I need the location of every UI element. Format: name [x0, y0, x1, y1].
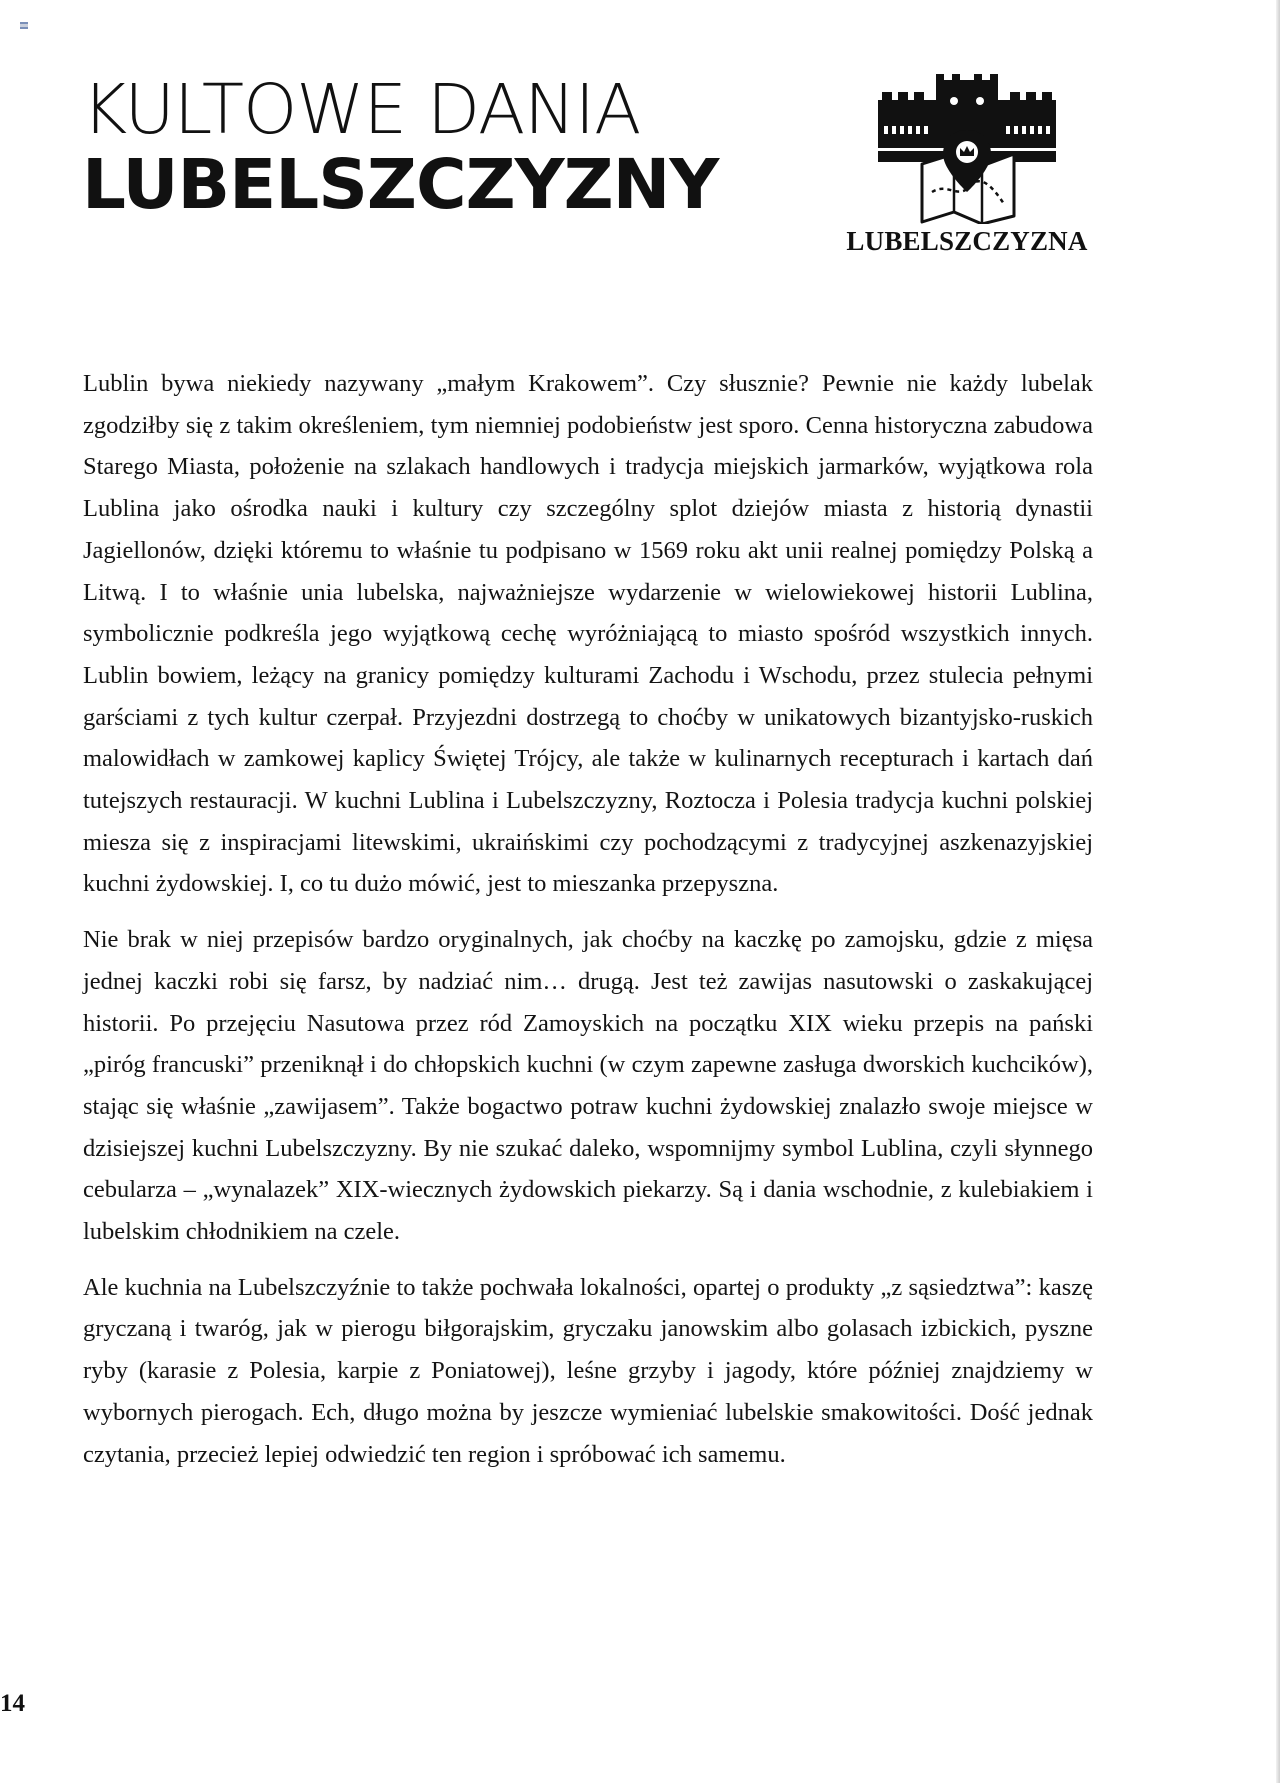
page-title-line2: LUBELSZCZYZNY	[82, 145, 719, 225]
article-body	[83, 363, 1093, 1489]
page-title-line1: KULTOWE DANIA	[82, 70, 641, 150]
paragraph: Lublin bywa niekiedy nazywany „małym Krakowem”. Czy słusznie? Pewnie nie każdy lubelak zgodziłby się z takim określeniem, tym niemniej podobieństw jest sporo. Cenna historyczna zabudowa Starego Miasta, położenie na szlakach handlowych i tradycja miejskich jarmarków, wyjątkowa rola Lublina jako ośrodka nauki i kultury czy szczególny splot dziejów miasta z historią dynastii Jagiellonów, dzięki któremu to właśnie tu podpisano w 1569 roku akt unii realnej pomiędzy Polską a Litwą. I to właśnie unia lubelska, najważniejsze wydarzenie w wielowiekowej historii Lublina, symbolicznie podkreśla jego wyjątkową cechę wyróżniającą to miasto spośród wszystkich innych. Lublin bowiem, leżący na granicy pomiędzy kulturami Zachodu i Wschodu, przez stulecia pełnymi garściami z tych kultur czerpał. Przyjezdni dostrzegą to choćby w unikatowych bizantyjsko-ruskich malowidłach w zamkowej kaplicy Świętej Trójcy, ale także w kulinarnych recepturach i kartach dań tutejszych restauracji. W kuchni Lublina i Lubelszczyzny, Roztocza i Polesia tradycja kuchni polskiej miesza się z inspiracjami litewskimi, ukraińskimi czy pochodzącymi z tradycyjnej aszkenazyjskiej kuchni żydowskiej. I, co tu dużo mówić, jest to mieszanka przepyszna.	[83, 370, 1093, 898]
flag-icon	[20, 22, 28, 29]
castle-map-pin-icon	[878, 74, 1056, 224]
paragraph: Ale kuchnia na Lubelszczyźnie to także pochwała lokalności, opartej o produkty „z sąsiedztwa”: kaszę gryczaną i twaróg, jak w pierogu biłgorajskim, gryczaku janowskim albo golasach izbickich, pyszne ryby (karasie z Polesia, karpie z Poniatowej), leśne grzyby i jagody, które później znajdziemy w wybornych pierogach. Ech, długo można by jeszcze wymieniać lubelskie smakowitości. Dość jednak czytania, przecież lepiej odwiedzić ten region i spróbować ich samemu.	[83, 1273, 1093, 1468]
page-title	[82, 70, 719, 225]
page-edge-shadow	[1276, 0, 1280, 1783]
paragraph: Nie brak w niej przepisów bardzo oryginalnych, jak choćby na kaczkę po zamojsku, gdzie z mięsa jednej kaczki robi się farsz, by nadziać nim… drugą. Jest też zawijas nasutowski o zaskakującej historii. Po przejęciu Nasutowa przez ród Zamoyskich na początku XIX wieku przepis na pański „piróg francuski” przeniknął i do chłopskich kuchni (w czym zapewne zasługa dworskich kuchcików), stając się właśnie „zawijasem”. Także bogactwo potraw kuchni żydowskiej znalazło swoje miejsce w dzisiejszej kuchni Lubelszczyzny. By nie szukać daleko, wspomnijmy symbol Lublina, czyli słynnego cebularza – „wynalazek” XIX-wiecznych żydowskich piekarzy. Są i dania wschodnie, z kulebiakiem i lubelskim chłodnikiem na czele.	[83, 926, 1093, 1246]
region-logo	[838, 74, 1096, 258]
logo-text: LUBELSZCZYZNA	[846, 226, 1088, 256]
page-number: 14	[0, 1690, 25, 1717]
